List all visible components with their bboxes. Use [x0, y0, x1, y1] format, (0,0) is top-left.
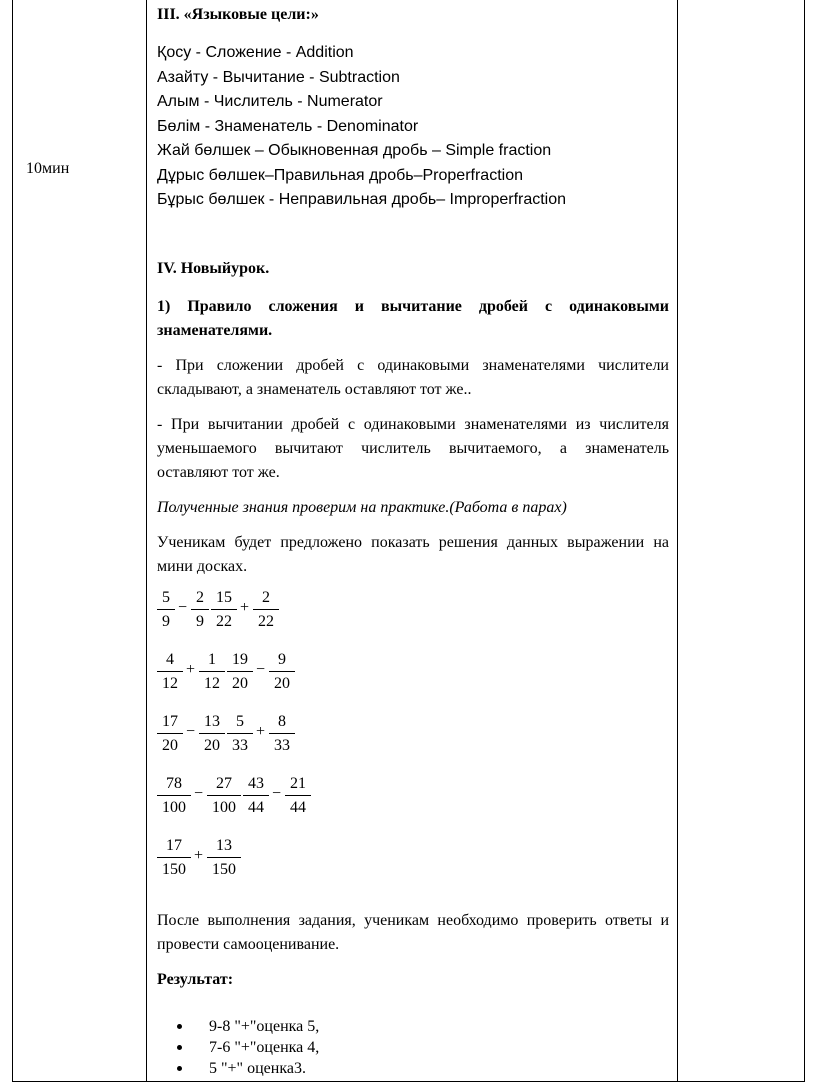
fraction	[227, 713, 253, 757]
denominator: 20	[274, 674, 290, 692]
vocab-item: Қосу - Сложение - Addition	[157, 44, 354, 61]
fraction	[157, 713, 183, 757]
fraction-bar	[269, 733, 295, 734]
table-border-col2	[677, 0, 678, 1082]
bullet-icon	[177, 1024, 182, 1029]
denominator: 44	[248, 798, 264, 816]
fraction-bar	[211, 609, 237, 610]
numerator: 4	[166, 650, 174, 668]
denominator: 9	[196, 612, 204, 630]
after-task-text: После выполнения задания, ученикам необходимо проверить ответы и провести самооценивание.	[157, 911, 669, 953]
operator: −	[194, 784, 204, 802]
numerator: 13	[216, 836, 232, 854]
operator: +	[256, 722, 266, 740]
numerator: 17	[166, 836, 182, 854]
vocab-item: Бөлім - Знаменатель - Denominator	[157, 117, 419, 135]
fraction-bar	[243, 795, 269, 796]
fraction-bar	[157, 795, 191, 796]
result-item: 9-8 "+"оценка 5,	[157, 1016, 669, 1037]
denominator: 33	[274, 736, 290, 754]
rule-addition-text: - При сложении дробей с одинаковыми знаменателями числители складывают, а знаменатель оставляют тот же..	[157, 356, 669, 398]
result-item: 5 "+" оценка3.	[157, 1058, 669, 1079]
numerator: 2	[262, 588, 270, 606]
denominator: 20	[232, 674, 248, 692]
fraction-bar	[227, 733, 253, 734]
fraction-bar	[207, 795, 241, 796]
denominator: 9	[162, 612, 170, 630]
fraction-bar	[207, 857, 241, 858]
fraction	[157, 837, 191, 881]
table-border-bottom	[12, 1081, 805, 1082]
fraction	[269, 651, 295, 695]
fraction-bar	[199, 733, 225, 734]
fraction-bar	[227, 671, 253, 672]
operator: +	[194, 846, 204, 864]
operator: −	[178, 598, 188, 616]
table-border-right	[804, 0, 805, 1082]
fraction	[207, 775, 241, 819]
vocab-item: Жай бөлшек – Обыкновенная дробь – Simple fraction	[157, 142, 552, 159]
denominator: 100	[212, 798, 236, 816]
time-cell: 10мин	[26, 160, 70, 177]
fraction	[211, 589, 237, 633]
fraction-bar	[157, 671, 183, 672]
fraction-bar	[191, 609, 209, 610]
fraction	[157, 651, 183, 695]
numerator: 1	[208, 650, 216, 668]
denominator: 12	[162, 674, 178, 692]
fraction-bar	[157, 857, 191, 858]
vocab-item: Бұрыс бөлшек - Неправильная дробь– Improperfraction	[157, 191, 567, 208]
rule-heading: 1) Правило сложения и вычитание дробей с одинаковыми знаменателями.	[157, 297, 669, 339]
fraction-bar	[157, 733, 183, 734]
table-border-col1	[146, 0, 147, 1082]
fraction-bar	[285, 795, 311, 796]
section3-title: III. «Языковые цели:»	[157, 6, 319, 23]
numerator: 27	[216, 774, 232, 792]
numerator: 43	[248, 774, 264, 792]
result-list	[157, 1016, 669, 1079]
task-text: Ученикам будет предложено показать решения данных выражении на мини досках.	[157, 533, 669, 575]
operator: +	[186, 660, 196, 678]
denominator: 20	[162, 736, 178, 754]
operator: −	[186, 722, 196, 740]
vocab-item: Алым - Числитель - Numerator	[157, 93, 383, 110]
result-item: 7-6 "+"оценка 4,	[157, 1037, 669, 1058]
fraction-bar	[253, 609, 279, 610]
vocab-item: Азайту - Вычитание - Subtraction	[157, 68, 400, 86]
denominator: 22	[258, 612, 274, 630]
fraction	[253, 589, 279, 633]
bullet-icon	[177, 1066, 182, 1071]
denominator: 12	[204, 674, 220, 692]
numerator: 5	[162, 588, 170, 606]
fraction	[285, 775, 311, 819]
numerator: 5	[236, 712, 244, 730]
numerator: 15	[216, 588, 232, 606]
result-label: Результат:	[157, 970, 234, 988]
fraction	[199, 651, 225, 695]
denominator: 22	[216, 612, 232, 630]
numerator: 2	[196, 588, 204, 606]
fraction	[207, 837, 241, 881]
numerator: 78	[166, 774, 182, 792]
numerator: 19	[232, 650, 248, 668]
fraction	[157, 589, 175, 633]
table-border-left	[12, 0, 13, 1082]
denominator: 20	[204, 736, 220, 754]
numerator: 17	[162, 712, 178, 730]
bullet-icon	[177, 1045, 182, 1050]
denominator: 150	[212, 860, 236, 878]
fraction	[227, 651, 253, 695]
fraction	[243, 775, 269, 819]
numerator: 9	[278, 650, 286, 668]
fraction	[191, 589, 209, 633]
fraction	[269, 713, 295, 757]
denominator: 150	[162, 860, 186, 878]
practice-note: Полученные знания проверим на практике.(Работа в парах)	[157, 498, 567, 516]
section4-title: IV. Новыйурок.	[157, 259, 270, 277]
numerator: 21	[290, 774, 306, 792]
denominator: 33	[232, 736, 248, 754]
lesson-content-cell	[157, 3, 669, 1079]
vocab-list	[157, 41, 669, 213]
operator: −	[272, 784, 282, 802]
fraction	[199, 713, 225, 757]
operator: −	[256, 660, 266, 678]
vocab-item: Дұрыс бөлшек–Правильная дробь–Properfraction	[157, 166, 523, 184]
fraction-bar	[157, 609, 175, 610]
rule-subtraction-text: - При вычитании дробей с одинаковыми знаменателями из числителя уменьшаемого вычитают числитель вычитаемого, а знаменатель оставляют тот же.	[157, 415, 669, 481]
expressions-block	[157, 589, 669, 899]
fraction-bar	[269, 671, 295, 672]
numerator: 13	[204, 712, 220, 730]
denominator: 100	[162, 798, 186, 816]
denominator: 44	[290, 798, 306, 816]
fraction	[157, 775, 191, 819]
operator: +	[240, 598, 250, 616]
numerator: 8	[278, 712, 286, 730]
fraction-bar	[199, 671, 225, 672]
